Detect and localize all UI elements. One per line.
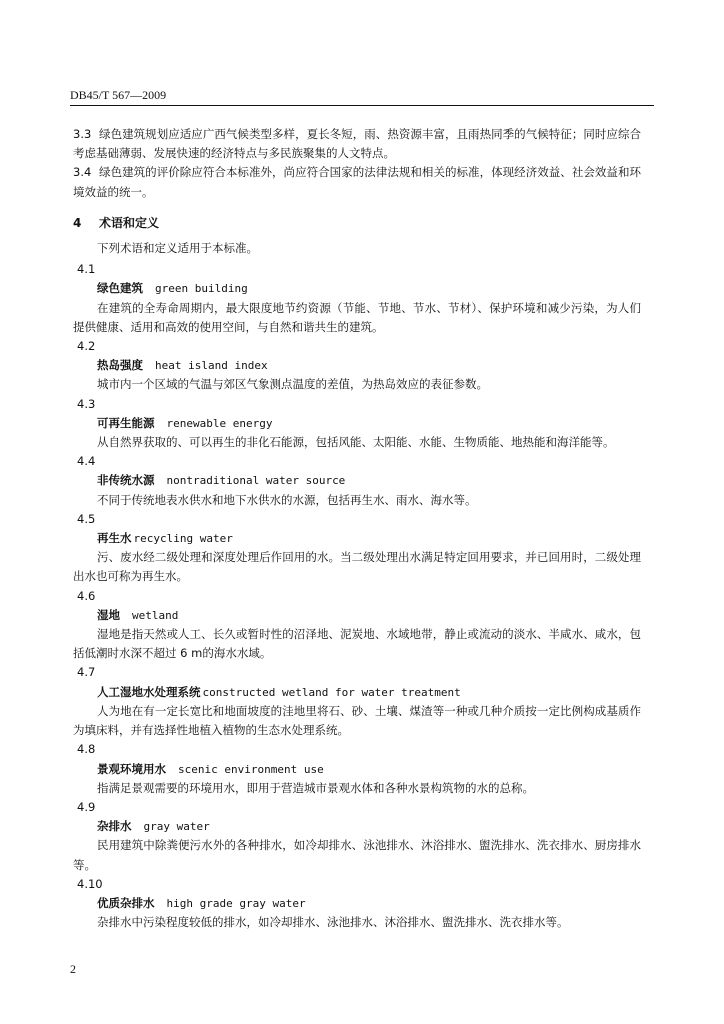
header-rule (70, 105, 654, 106)
section-heading (73, 214, 641, 233)
term-definition: 城市内一个区域的气温与郊区气象测点温度的差值，为热岛效应的表征参数。 (97, 377, 488, 392)
term-en: nontraditional water source (166, 474, 346, 488)
term-zh: 可再生能源 (97, 415, 155, 430)
section-title: 术语和定义 (99, 215, 160, 230)
term-number: 4.2 (77, 339, 96, 354)
term-title (73, 817, 641, 836)
term-zh: 非传统水源 (97, 473, 155, 488)
term-title (73, 894, 641, 913)
term-title (73, 760, 641, 779)
term-number: 4.4 (77, 454, 96, 469)
term-title (73, 606, 641, 625)
term-definition: 杂排水中污染程度较低的排水，如冷却排水、泳池排水、沐浴排水、盥洗排水、洗衣排水等。 (97, 915, 569, 930)
term-definition: 不同于传统地表水供水和地下水供水的水源，包括再生水、雨水、海水等。 (97, 492, 477, 507)
term-en: high grade gray water (166, 896, 306, 910)
term-en: wetland (132, 608, 179, 622)
term-en: renewable energy (166, 416, 273, 430)
term-definition: 从自然界获取的、可以再生的非化石能源，包括风能、太阳能、水能、生物质能、地热能和海洋能等。 (97, 435, 615, 450)
term-4-6 (73, 587, 641, 664)
term-number: 4.3 (77, 396, 96, 411)
term-en: recycling water (133, 532, 233, 546)
term-zh: 热岛强度 (97, 358, 143, 373)
term-4-5 (73, 510, 641, 587)
clause-number: 3.4 (73, 165, 92, 180)
term-definition: 湿地是指天然或人工、长久或暂时性的沼泽地、泥炭地、水域地带，静止或流动的淡水、半咸水、咸水，包括低潮时水深不超过 6 m的海水水域。 (73, 627, 641, 661)
term-zh: 优质杂排水 (97, 895, 155, 910)
document-id: DB45/T 567—2009 (70, 88, 167, 102)
term-title (73, 356, 641, 375)
clause-text: 绿色建筑的评价除应符合本标准外，尚应符合国家的法律法规和相关的标准，体现经济效益、社会效益和环境效益的统一。 (73, 165, 641, 199)
term-number: 4.5 (77, 511, 96, 526)
term-number: 4.10 (77, 876, 103, 891)
term-en: gray water (143, 820, 210, 834)
term-definition: 在建筑的全寿命周期内，最大限度地节约资源（节能、节地、节水、节材）、保护环境和减少污染，为人们提供健康、适用和高效的使用空间，与自然和谐共生的建筑。 (73, 300, 641, 334)
section-intro: 下列术语和定义适用于本标准。 (97, 241, 258, 256)
term-definition: 人为地在有一定长宽比和地面坡度的洼地里将石、砂、土壤、煤渣等一种或几种介质按一定比例构成基质作为填床料，并有选择性地植入植物的生态水处理系统。 (73, 703, 641, 738)
term-zh: 湿地 (97, 607, 120, 622)
clause-number: 3.3 (73, 127, 92, 141)
clause-3-4 (73, 163, 641, 201)
term-title (73, 471, 641, 490)
term-4-2 (73, 337, 641, 395)
term-definition: 指满足景观需要的环境用水，即用于营造城市景观水体和各种水景构筑物的水的总称。 (97, 780, 534, 795)
term-number: 4.6 (77, 588, 96, 603)
term-zh: 人工湿地水处理系统 (97, 684, 201, 699)
term-4-7 (73, 663, 641, 740)
term-zh: 景观环境用水 (97, 761, 166, 776)
term-en: heat island index (155, 359, 268, 373)
term-4-1 (73, 260, 641, 337)
term-zh: 杂排水 (97, 819, 132, 834)
term-4-10 (73, 875, 641, 933)
term-title (73, 529, 641, 548)
term-number: 4.7 (77, 665, 96, 680)
term-title (73, 683, 641, 702)
term-number: 4.9 (77, 799, 96, 814)
term-number: 4.1 (77, 262, 96, 277)
term-4-8 (73, 740, 641, 798)
clause-text: 绿色建筑规划应适应广西气候类型多样，夏长冬短，雨、热资源丰富，且雨热同季的气候特征；同时应综合考虑基础薄弱、发展快速的经济特点与多民族聚集的人文特点。 (73, 127, 641, 161)
term-4-3 (73, 395, 641, 453)
term-zh: 再生水 (97, 531, 132, 546)
term-4-9 (73, 798, 641, 875)
term-number: 4.8 (77, 742, 96, 757)
term-definition: 民用建筑中除粪便污水外的各种排水，如冷却排水、泳池排水、沐浴排水、盥洗排水、洗衣排水、厨房排水等。 (73, 838, 641, 872)
term-definition: 污、废水经二级处理和深度处理后作回用的水。当二级处理出水满足特定回用要求，并已回用时，二级处理出水也可称为再生水。 (73, 550, 641, 584)
document-body (73, 125, 641, 932)
term-en: scenic environment use (178, 762, 324, 776)
page-number: 2 (70, 962, 76, 976)
term-en: green building (155, 282, 248, 296)
section-number: 4 (73, 215, 82, 230)
term-en: constructed wetland for water treatment (202, 685, 461, 699)
term-title (73, 414, 641, 433)
clause-3-3 (73, 125, 641, 163)
term-zh: 绿色建筑 (97, 281, 143, 296)
term-4-4 (73, 452, 641, 510)
term-title (73, 279, 641, 298)
